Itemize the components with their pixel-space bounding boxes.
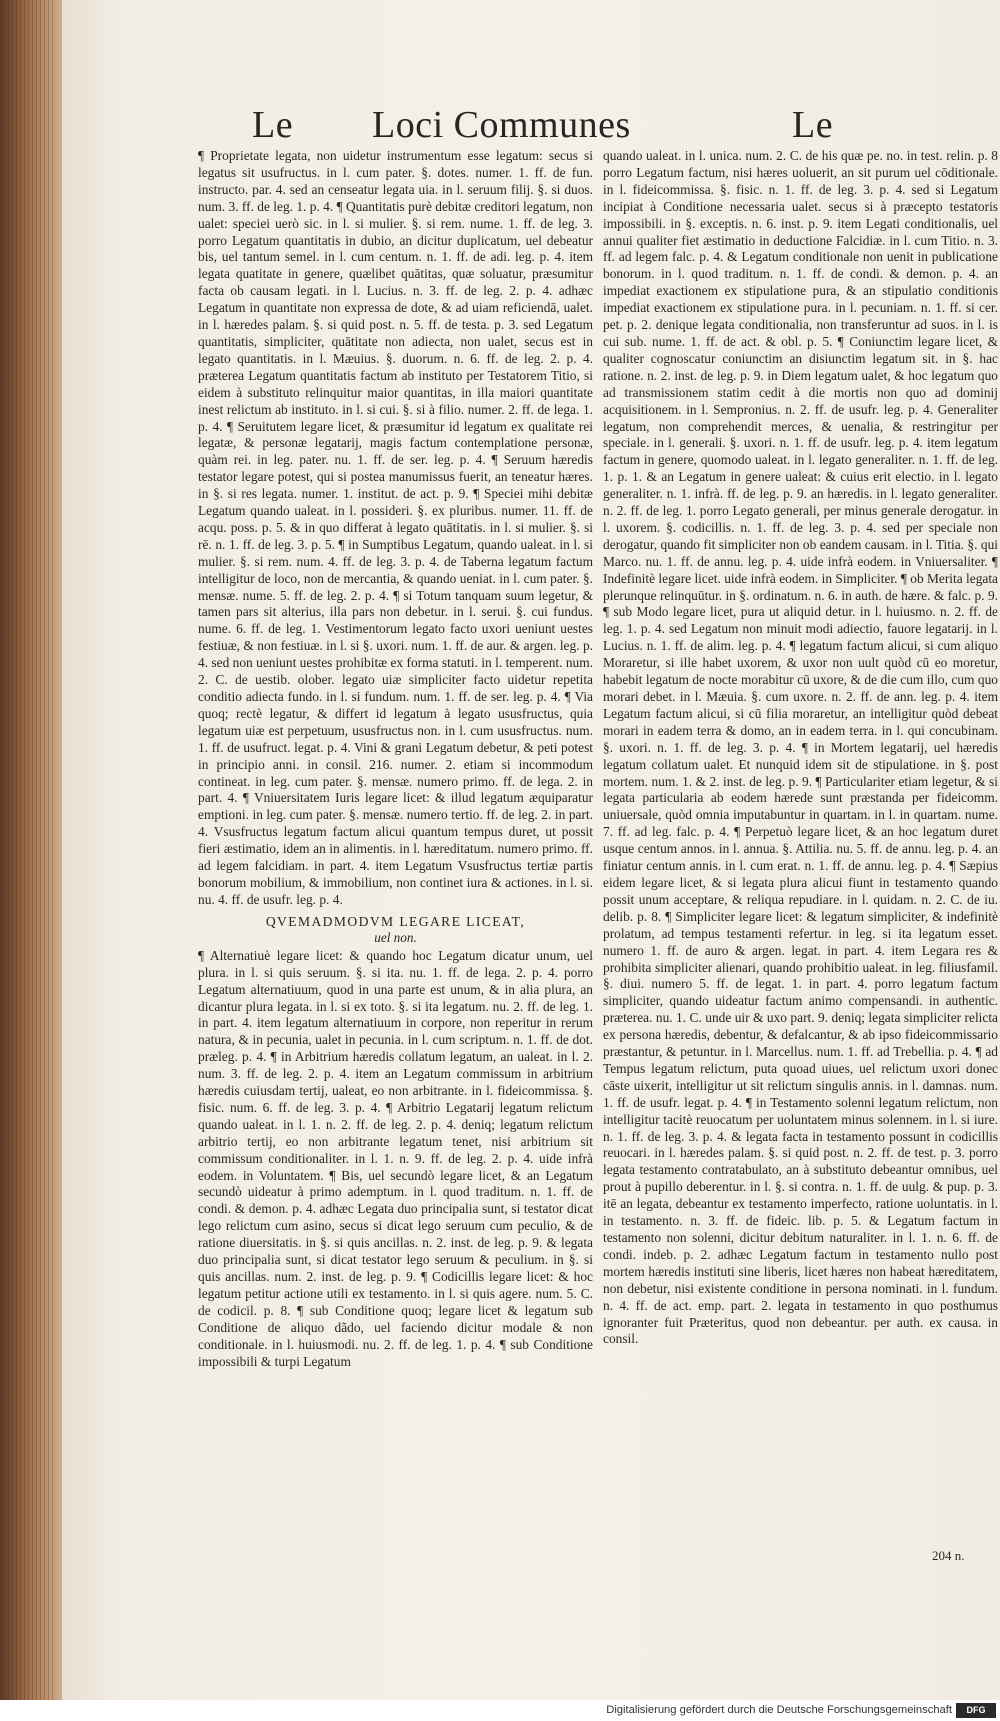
section-subheading: uel non. — [374, 929, 417, 945]
left-paragraph-after: ¶ Alternatiuè legare licet: & quando hoc Legatum dicatur unum, uel plura. in l. si quis seruum. §. si ita. nu. 1. ff. de lega. 2. p. 4. porro Legatum alternatiuum, quod in una parte est unum, & in alia plura, an dicantur plura legata. in l. si ex toto. §. si ita legatum. nu. 2. ff. de leg. 1. in part. 4. item legatum alternatiuum in corpore, non reperitur in rerum natura, & in pecunia, ualet in pecunia. in l. cum scriptum. n. 1. ff. de dot. præleg. p. 4. ¶ in Arbitrium hæredis collatum legatum, an ualeat. in l. 2. num. 3. ff. de leg. 2. p. 4. item an Legatum commissum in arbitrium hæredis cuiusdam tertij, ualeat, eo non arbitrante. in l. fideicommissa. §. fisic. num. 6. ff. de leg. 3. p. 4. ¶ Arbitrio Legatarij legatum relictum quando ualeat. in l. 1. n. 2. ff. de leg. 2. p. 4. deniq; legatum relictum arbitrio tertij, eo non arbitrante legatum tenet, nisi arbitrium sit commissum conditionaliter. in l. 1. n. 9. ff. de leg. 2. p. 4. uide infrà eodem. in Voluntatem. ¶ Bis, uel secundò legare licet, & an Legatum secundò uideatur à primo ademptum. in l. quod traditum. n. 1. ff. de condi. & demon. p. 4. adhæc Legata duo principalia sunt, si testator dicat lego relictum cum asino, secus si dicat lego seruum cum peculio, & de ratione diuersitatis. in §. si quis ancillas. n. 2. inst. de leg. p. 9. & legata duo principalia sunt, si dicat testator lego seruum & peculium. in §. si quis ancillas. num. 2. inst. de leg. p. 9. ¶ Codicillis legare licet: & hoc legatum petitur actione utili ex testamento. in l. si quis agere. num. 5. C. de codicil. p. 8. ¶ sub Conditione quoq; legare licet & legatum sub Conditione de aliquo dãdo, uel faciendo dicitur modale & non conditionale. in l. huiusmodi. nu. 2. ff. de leg. 1. p. 4. ¶ sub Conditione impossibili & turpi Legatum — [198, 947, 593, 1369]
header-title: Loci Communes — [372, 104, 631, 146]
footer-text: Digitalisierung gefördert durch die Deutsche Forschungsgemeinschaft — [606, 1704, 952, 1716]
left-paragraph: ¶ Proprietate legata, non uidetur instrumentum esse legatum: secus si legatus sit usufructus. in l. cum pater. §. dotes. numer. 1. ff. de fun. instructo. par. 4. sed an censeatur legata uia. in l. seruum filij. §. si duos. num. 3. ff. de leg. 1. p. 4. ¶ Quantitatis purè debitæ creditori legatum, non ualet: speciei uerò sic. in l. si mulier. §. si rem. nume. 1. ff. de leg. 3. porro Legatum quantitatis in dubio, an dicitur duplicatum, uel debeatur bis, uel tantum semel. in l. cum centum. n. 1. ff. de adi. leg. p. 4. item legata quatitate in genere, quælibet quātitas, quæ soluatur, præsumitur facta ob causam legati. in l. Lucius. n. 3. ff. de leg. 2. p. 4. adhæc Legatum in quantitate non expressa de dote, & ad uiam reficiendā, ualet. in l. hæredes palam. §. si quid post. n. 5. ff. de testa. p. 3. sed Legatum quantitatis, simpliciter, quātitate non adiecta, non ualet, secus est in legato quantitatis. in l. Mæuius. §. duorum. n. 6. ff. de leg. 2. p. 4. præterea Legatum quantitatis factum ab instituto per Testatorem Titio, si eidem à substituto relinquitur maior quantitas, in illa maiori quantitate inest relictum ab instituto. in l. si cui. §. si à filio. numer. 2. ff. de lega. 1. p. 4. ¶ Seruitutem legare licet, & præsumitur id legatum ex qualitate rei legatæ, & personæ legatarij, magis factum contemplatione personæ, quàm rei. in leg. pater. nu. 1. ff. de ser. leg. p. 4. ¶ Seruum hæredis testator legare potest, qui si postea manumissus fuerit, an teneatur hæres. in §. si res legata. numer. 1. institut. de act. p. 9. ¶ Speciei mihi debitæ Legatum quando ualeat. in l. possideri. §. ex pluribus. numer. 11. ff. de acqu. poss. p. 5. & in quo differat à legato quātitatis. in l. si mulier. §. si rē. n. 1. ff. de leg. 3. p. 5. ¶ in Sumptibus Legatum, quando ualeat. in l. si mulier. §. si rem. num. 4. ff. de leg. 3. p. 4. de Taberna legatum factum intelligitur de loco, non de mercantia, & quando ueniat. in l. cum pater. §. mensæ. nume. 5. ff. de leg. 2. p. 4. ¶ si Totum tanquam suum legetur, & tamen pars sit alterius, illa pars non debetur. in l. serui. §. cui fundus. nume. 6. ff. de leg. 1. Vestimentorum legato facto uxori ueniunt uestes festiuæ, & non festiuæ. in l. si §. uxori. num. 1. ff. de aur. & argen. leg. p. 4. sed non ueniunt uestes prohibitæ ex forma statuti. in l. temperent. num. 2. C. de uestib. olober. legato uiæ simpliciter facto uidetur repetita conditio adiecta fundo. in l. si fundum. num. 1. ff. de ser. leg. p. 4. ¶ Via quoq; rectè legatur, & differt id legatum à legato ususfructus, quia legatum uiæ est perpetuum, ususfructus non. in l. cum ususfructus. num. 1. ff. de usufruct. legat. p. 4. Vini & grani Legatum debetur, & peti potest in principio anni. in consil. 216. numer. 2. etiam si incommodum contineat. in leg. cum pater. §. mensæ. numero primo. ff. de lega. 2. in part. 4. ¶ Vniuersitatem Iuris legare licet: & illud legatum æquiparatur emptioni. in leg. cum pater. §. mensæ. numero tertio. ff. de leg. 2. in part. 4. Vsusfructus legatum factum alicui quantum tempus duret, ut possit fieri æstimatio, idem an in alimentis. in l. hæreditatum. numero primo. ff. ad legem falcidiam. in part. 4. item Legatum Vsusfructus tertiæ partis bonorum mobilium, & immobilium, non continet iura & actiones. in l. si. nu. 4. ff. de usufr. leg. p. 4. — [198, 148, 593, 907]
right-column — [603, 148, 998, 1548]
catchword: 204 n. — [932, 1548, 965, 1563]
header-right: Le — [792, 104, 834, 146]
page-edge-lines — [8, 0, 54, 1700]
header-left: Le — [252, 104, 294, 146]
dfg-logo: DFG — [956, 1703, 996, 1718]
digitization-footer — [0, 1700, 1000, 1721]
right-paragraph: quando ualeat. in l. unica. num. 2. C. de his quæ pe. no. in test. relin. p. 8 porro Legatum factum, nisi hæres uoluerit, an sit purum uel cōditionale. in l. fideicommissa. §. fisic. n. 1. ff. de leg. 3. p. 4. sed si Legatum incipiat à Conditione necessaria ualet. secus si à præcepto testatoris impossibili. in §. exceptis. n. 6. inst. p. 9. item Legati conditionalis, uel annui qualiter fiet æstimatio in deductione Falcidiæ. in l. cum Titio. n. 3. ff. ad legem falc. p. 4. & Legatum conditionale non uenit in publicatione bonorum. in l. quod traditum. n. 1. ff. de condi. & demon. p. 4. an impediat exactionem ex stipulatione pura, & an stipulatio conditionis impediat exactionem ex stipulatione pura. in l. pecuniam. n. 1. ff. si cer. pet. p. 2. denique legata conditionalia, non transferuntur ad suos. in l. is cui sub. nume. 1. ff. de act. & obl. p. 5. ¶ Coniunctim legare licet, & qualiter cognoscatur coniunctim an disiunctim legatum sit. in §. hac ratione. n. 2. inst. de leg. p. 9. in Diem legatum ualet, & hoc legatum quo ad transmissionem statim cedit à die mortis non quo ad dominij acquisitionem. in l. Sempronius. n. 2. ff. de usufr. leg. p. 4. Generaliter legatum, non comprehendit merces, & uenalia, & restringitur per speciale. in l. generali. §. uxori. n. 1. ff. de usufr. leg. p. 4. item legatum factum in genere, quomodo ualeat. in l. legato generaliter. n. 1. ff. de leg. 1. p. 1. & an Legatum in genere ualeat: & cuius erit electio. in l. legato generaliter. n. 1. infrà. ff. de leg. p. 9. an hæredis. in l. legato generaliter. n. 2. ff. de leg. 1. porro Legato generali, per minus generale derogatur. in l. uxorem. §. codicillis. n. 1. ff. de leg. 3. p. 4. sed per speciale non derogatur, quando fit simpliciter non ob eandem causam. in l. Titia. §. qui Marco. nu. 1. ff. de annu. leg. p. 4. uide infrà eodem. in Vniuersaliter. ¶ Indefinitè legare licet. uide infrà eodem. in Simpliciter. ¶ ob Merita legata plerunque relinquūtur. in §. ordinatum. n. 6. in auth. de hære. & falc. p. 9. ¶ sub Modo legare licet, pura ut aliquid detur. in l. huiusmo. n. 2. ff. de leg. 1. p. 4. sed Legatum non minuit modi adiectio, fauore legatarij. in l. Lucius. n. 1. ff. de alim. leg. p. 4. ¶ legatum factum alicui, si cum aliquo Moraretur, si ille habet uxorem, & uxor non uult quòd cū eo moretur, habebit legatum de nocte morabitur cū uxore, & de die cum illo, cum quo morari debet. in l. Mæuia. §. cum uxore. n. 2. ff. de ann. leg. p. 4. item Legatum factum alicui, si cū filia moraretur, an intelligitur quòd debeat morari in eadem terra & domo, an in eadem terra. in l. qui concubinam. §. uxori. n. 1. ff. de leg. 3. p. 4. ¶ in Mortem legatarij, uel hæredis legatum collatum ualet. Et nunquid idem sit de stipulatione. in §. post mortem. num. 1. & 2. inst. de leg. p. 9. ¶ Particulariter etiam legetur, & si legata particularia ab eodem hærede sunt præstanda per fideicomm. uniuersale, quòd omnia imputabuntur in quartam. in l. in quartam. nume. 7. ff. ad leg. falc. p. 4. ¶ Perpetuò legare licet, & an hoc legatum duret usque centum annos. in l. annua. §. Attilia. nu. 5. ff. de annu. leg. p. 4. an finiatur centum annis. in l. cum erat. n. 1. ff. de annu. leg. p. 4. ¶ Sæpius eidem legare licet, & si legata plura alicui fiunt in testamento quando possit unum acceptare, & reliqua repudiare. in l. quidam. n. 2. C. de iu. delib. p. 8. ¶ Simpliciter legare licet: & legatum simpliciter, & indefinitè prolatum, ad tempus testamenti refertur. in leg. si ita legatum esset. numero 1. ff. de auro & argen. legat. in part. 4. item Legara res & prohibita simpliciter alienari, quando prohibitio ualeat. in leg. filiusfamil. §. diui. numero 5. ff. de legat. 1. in part. 4. porro legatum factum simpliciter, quando uideatur factum animo compensandi. in authentic. præterea. nu. 1. C. unde uir & uxo part. 9. deniq; legata simpliciter relicta ex persona hæredis, debentur, & defalcantur, & ab ipso fideicommissario præstantur, & petuntur. in l. Marcellus. num. 1. ff. ad Trebellia. p. 4. ¶ ad Tempus legatum relictum, puta quoad uiues, uel relictum uxori donec cāste uixerit, intelligitur ut sit relictum singulis annis. in l. damnas. num. 1. ff. de usufr. legat. p. 4. ¶ in Testamento solenni legatum relictum, non intelligitur tacitè reuocatum per uoluntatem minus solennem. in l. si iure. n. 1. ff. de leg. 3. p. 4. & legata facta in testamento possunt in codicillis reuocari. in l. hæredes palam. §. si quid post. n. 2. ff. de test. p. 3. porro legata testamento contratabulato, an à substituto debeantur omnibus, uel prout à pupillo deberentur. in l. §. si contra. n. 1. ff. de uulg. & pup. p. 3. itē an legata, debeantur ex testamento imperfecto, ratione uoluntatis. in l. in testamento. n. 3. ff. de fideic. lib. p. 5. & Legatum factum in testamento non solenni, dicitur debitum naturaliter. in l. 1. n. 6. ff. de condi. indeb. p. 2. adhæc Legatum factum in testamento nullo post mortem hæredis instituti sine liberis, licet hæres non habeat hæreditatem, non debetur, nisi existente conditione in persona nominati. in l. fundum. n. 4. ff. de act. emp. part. 2. legata in testamento in quo posthumus ignoranter fuit Præteritus, quod non debeantur. per auth. ex causa. in consil. — [603, 148, 998, 1347]
section-heading: QVEMADMODVM LEGARE LICEAT, — [265, 913, 526, 929]
left-column — [198, 148, 593, 1548]
running-header — [252, 102, 862, 152]
